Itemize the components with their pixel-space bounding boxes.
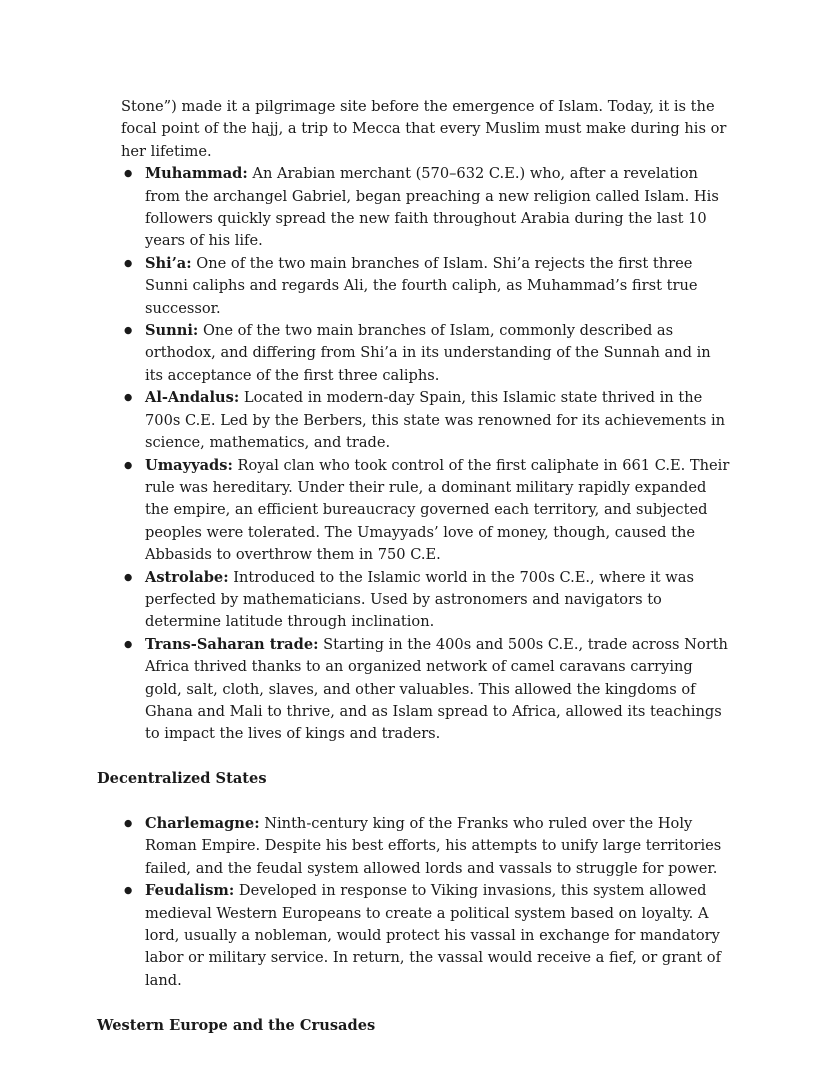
glossary-item-shia	[145, 253, 730, 320]
glossary-item-muhammad	[145, 163, 730, 253]
term-definition: Developed in response to Viking invasions, this system allowed medieval Western Europeans to create a political system based on loyalty. A lord, usually a nobleman, would protect his vassal in exchange for mandatory labor or military service. In return, the vassal would receive a fief, or grant of land.	[145, 882, 721, 989]
term-definition: An Arabian merchant (570–632 C.E.) who, after a revelation from the archangel Gabriel, began preaching a new religion called Islam. His followers quickly spread the new faith throughout Arabia during the last 10 years of his life.	[145, 165, 719, 250]
term-label: Trans-Saharan trade:	[145, 635, 319, 653]
term-definition: Introduced to the Islamic world in the 700s C.E., where it was perfected by mathematicians. Used by astronomers and navigators to determine latitude through inclination.	[145, 568, 694, 631]
glossary-item-charlemagne	[145, 813, 730, 880]
section-heading-decentralized-states: Decentralized States	[97, 770, 267, 788]
term-label: Muhammad:	[145, 165, 248, 183]
glossary-item-astrolabe	[145, 567, 730, 634]
glossary-item-al-andalus	[145, 387, 730, 454]
islam-terms-list	[97, 163, 730, 746]
term-label: Sunni:	[145, 322, 199, 340]
term-definition: Located in modern-day Spain, this Islamic state thrived in the 700s C.E. Led by the Berbers, this state was renowned for its achievements in science, mathematics, and trade.	[145, 389, 726, 452]
glossary-item-umayyads	[145, 455, 730, 567]
term-definition: Starting in the 400s and 500s C.E., trade across North Africa thrived thanks to an organized network of camel caravans carrying gold, salt, cloth, slaves, and other valuables. This allowed the kingdoms of Ghana and Mali to thrive, and as Islam spread to Africa, allowed its teachings to impact the lives of kings and traders.	[145, 635, 728, 743]
continuation-paragraph: Stone”) made it a pilgrimage site before the emergence of Islam. Today, it is the focal point of the hajj, a trip to Mecca that every Muslim must make during his or her lifetime.	[121, 98, 727, 160]
section-heading-western-europe-crusades: Western Europe and the Crusades	[97, 1016, 376, 1034]
glossary-item-feudalism	[145, 880, 730, 992]
term-label: Astrolabe:	[145, 568, 229, 586]
term-label: Shi’a:	[145, 254, 192, 272]
term-label: Umayyads:	[145, 456, 233, 474]
term-definition: Royal clan who took control of the first caliphate in 661 C.E. Their rule was hereditary. Under their rule, a dominant military rapidly expanded the empire, an efficient bureaucracy governed each territory, and subjected peoples were tolerated. The Umayyads’ love of money, though, caused the Abbasids to overthrow them in 750 C.E.	[145, 456, 730, 564]
glossary-item-trans-saharan-trade	[145, 634, 730, 746]
decentralized-terms-list	[97, 813, 730, 992]
term-label: Feudalism:	[145, 882, 235, 900]
term-label: Charlemagne:	[145, 814, 260, 832]
term-definition: One of the two main branches of Islam. Shi’a rejects the first three Sunni caliphs and regards Ali, the fourth caliph, as Muhammad’s first true successor.	[145, 254, 698, 317]
term-definition: One of the two main branches of Islam, commonly described as orthodox, and differing from Shi’a in its understanding of the Sunnah and in its acceptance of the first three caliphs.	[145, 322, 711, 384]
glossary-item-sunni	[145, 320, 730, 387]
term-label: Al-Andalus:	[145, 389, 240, 407]
term-definition: Ninth-century king of the Franks who ruled over the Holy Roman Empire. Despite his best efforts, his attempts to unify large territories failed, and the feudal system allowed lords and vassals to struggle for power.	[145, 814, 722, 877]
